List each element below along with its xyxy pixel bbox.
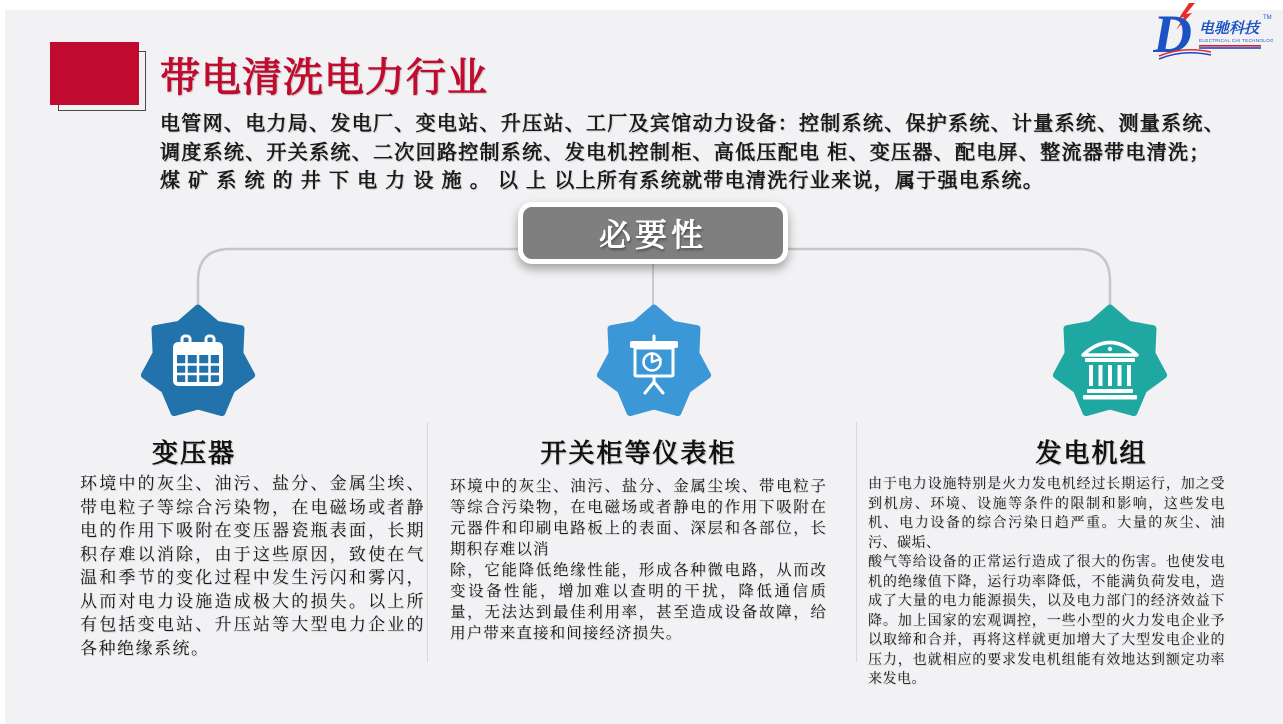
column-title-generator: 发电机组 bbox=[1035, 438, 1148, 468]
intro-paragraph bbox=[160, 110, 1245, 196]
logo-stripe-red bbox=[1199, 45, 1261, 47]
slide bbox=[5, 10, 1283, 724]
intro-line: 煤 矿 系 统 的 井 下 电 力 设 施 。 以 上 以上所有系统就带电清洗行业来说，属于强电系统。 bbox=[160, 170, 1045, 192]
column-title-switchgear: 开关柜等仪表柜 bbox=[540, 438, 737, 468]
column-body-switchgear bbox=[450, 476, 827, 644]
star-badge-generator bbox=[1050, 303, 1170, 423]
intro-line: 电管网、电力局、发电厂、变电站、升压站、工厂及宾馆动力设备：控制系统、保护系统、计量系统、测量系统、 bbox=[160, 113, 1225, 135]
column-title-transformer: 变压器 bbox=[152, 438, 237, 468]
title-square-decoration bbox=[50, 42, 139, 105]
brand-logo bbox=[1153, 2, 1273, 64]
page-title: 带电清洗电力行业 bbox=[160, 56, 488, 100]
column-divider bbox=[856, 422, 857, 662]
column-body-generator bbox=[868, 474, 1225, 689]
column-body-paragraph: 除，它能降低绝缘性能，形成各种微电路，从而改变设备性能，增加难以查明的干扰，降低通信质量，无法达到最佳利用率，甚至造成设备故障，给用户带来直接和间接经济损失。 bbox=[450, 562, 827, 642]
column-divider bbox=[427, 422, 428, 662]
brand-name: 电驰科技 bbox=[1199, 20, 1260, 37]
column-body-paragraph: 环境中的灰尘、油污、盐分、金属尘埃、带电粒子等综合污染物，在电磁场或者静电的作用下吸附在元器件和印刷电路板上的表面、深层和各部位，长期积存难以消 bbox=[450, 478, 827, 558]
intro-line: 调度系统、开关系统、二次回路控制系统、发电机控制柜、高低压配电 柜、变压器、配电屏、整流器带电清洗； bbox=[160, 141, 1211, 164]
necessity-badge-label: 必要性 bbox=[598, 217, 707, 253]
logo-letter-d: D bbox=[1153, 4, 1192, 64]
necessity-badge bbox=[518, 202, 788, 264]
column-body-paragraph: 由于电力设施特别是火力发电机经过长期运行，加之受到机房、环境、设施等条件的限制和影响，这些发电机、电力设备的综合污染日趋严重。大量的灰尘、油污、碳垢、 bbox=[868, 475, 1225, 550]
star-badge-switchgear bbox=[594, 303, 714, 423]
star-badge-transformer bbox=[138, 303, 258, 423]
logo-stripe-blue bbox=[1199, 47, 1261, 49]
brand-subtitle: ELECTRICAL CHI TECHNOLOGY bbox=[1199, 38, 1273, 43]
trademark-mark: TM bbox=[1263, 15, 1272, 21]
column-body-paragraph: 环境中的灰尘、油污、盐分、金属尘埃、带电粒子等综合污染物，在电磁场或者静电的作用下吸附在变压器瓷瓶表面，长期积存难以消除，由于这些原因，致使在气温和季节的变化过程中发生污闪和雾闪，从而对电力设施造成极大的损失。以上所有包括变电站、升压站等大型电力企业的各种绝缘系统。 bbox=[80, 474, 425, 658]
column-body-transformer bbox=[80, 472, 425, 660]
column-body-paragraph: 酸气等给设备的正常运行造成了很大的伤害。也使发电机的绝缘值下降，运行功率降低，不能满负荷发电，造成了大量的电力能源损失，以及电力部门的经济效益下降。加上国家的宏观调控，一些小型的火力发电企业予以取缔和合并，再将这样就更加增大了大型发电企业的压力，也就相应的要求发电机组能有效地达到额定功率来发电。 bbox=[868, 553, 1225, 686]
